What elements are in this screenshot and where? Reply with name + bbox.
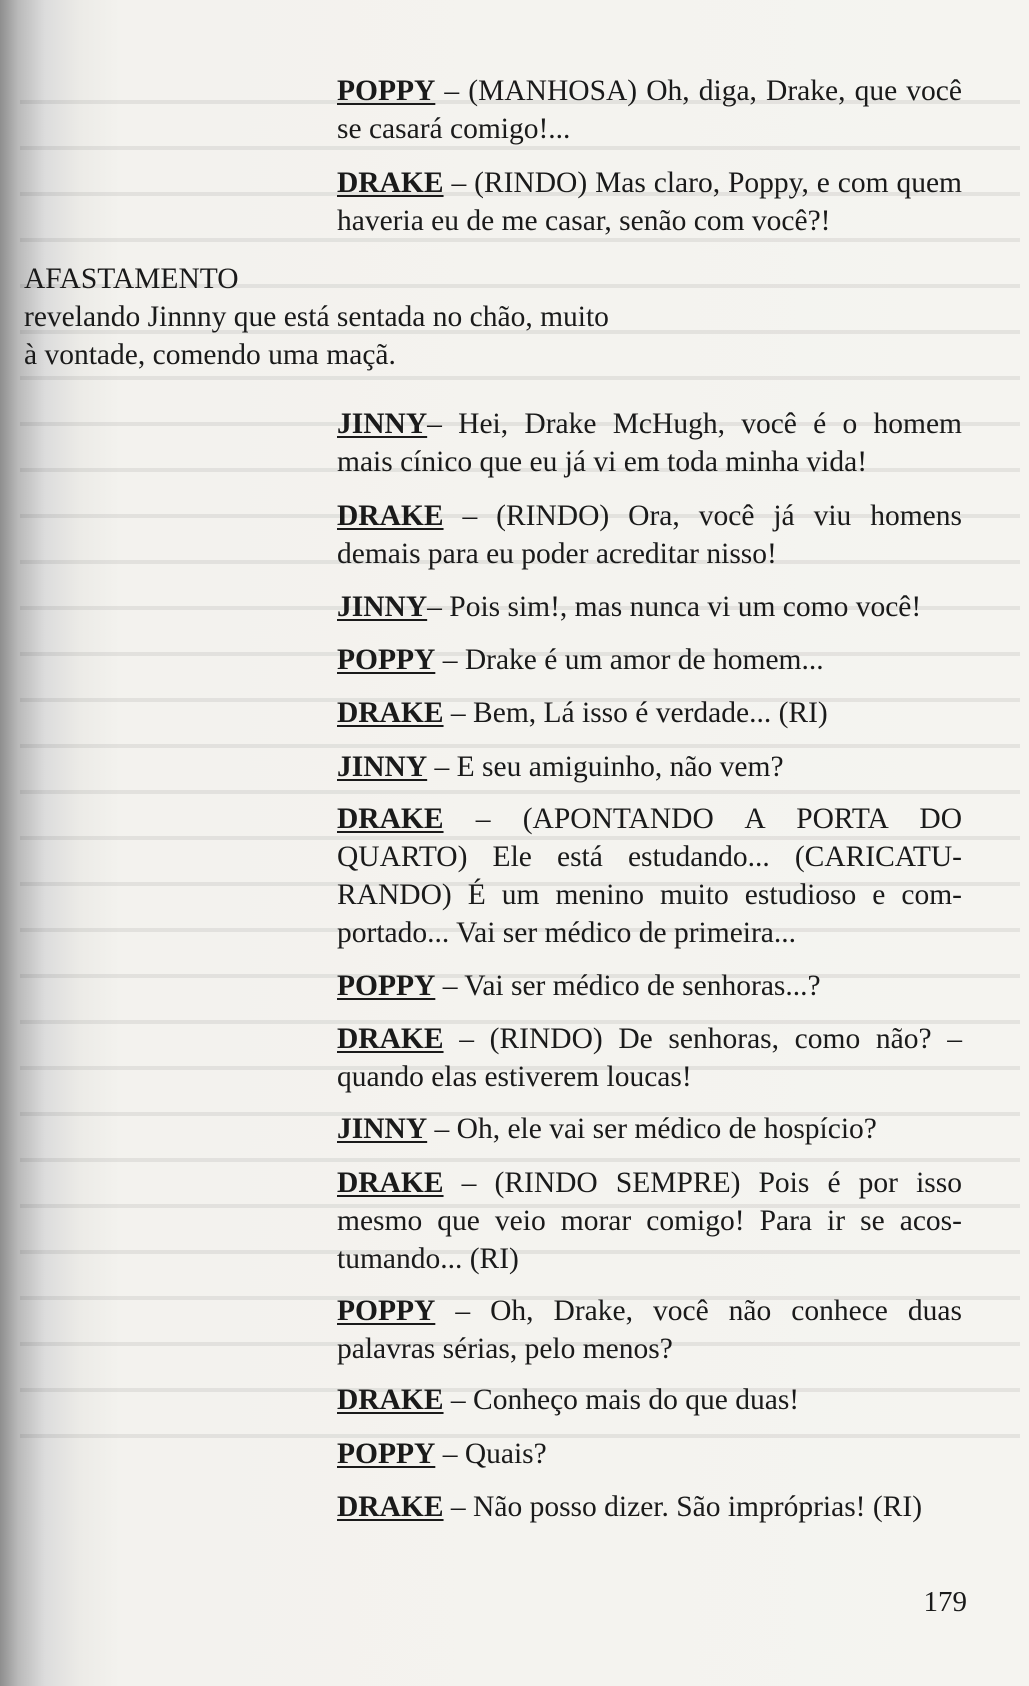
dialogue-text: – Oh, Drake, você não conhece duas palavras sérias, pelo menos? [337, 1295, 962, 1365]
dialogue-text: – Bem, Lá isso é verdade... (RI) [443, 697, 828, 729]
stage-heading: AFASTAMENTO [24, 263, 239, 295]
dialogue-line [337, 1381, 962, 1419]
speaker-name: DRAKE [337, 167, 444, 199]
speaker-name: POPPY [337, 1295, 436, 1327]
speaker-name: POPPY [337, 644, 436, 676]
dialogue-text: – Quais? [435, 1438, 547, 1470]
speaker-name: POPPY [337, 1438, 436, 1470]
speaker-name: JINNY [337, 591, 428, 623]
dialogue-line [337, 497, 962, 573]
dialogue-text: – E seu amiguinho, não vem? [427, 751, 784, 783]
dialogue-line [337, 1164, 962, 1278]
dialogue-text: – Oh, ele vai ser médico de hospício? [427, 1113, 877, 1145]
dialogue-text: – Drake é um amor de homem... [435, 644, 824, 676]
speaker-name: POPPY [337, 75, 436, 107]
speaker-name: DRAKE [337, 500, 444, 532]
speaker-name: DRAKE [337, 1384, 444, 1416]
dialogue-line [337, 694, 962, 732]
speaker-name: DRAKE [337, 1023, 444, 1055]
dialogue-line [337, 72, 962, 148]
dialogue-text: – Pois sim!, mas nunca vi um como você! [427, 591, 922, 623]
dialogue-text: – Não posso dizer. São impróprias! (RI) [443, 1491, 923, 1523]
dialogue-line [337, 164, 962, 240]
dialogue-line [337, 588, 962, 626]
page-number: 179 [923, 1586, 967, 1618]
speaker-name: JINNY [337, 751, 428, 783]
dialogue-line [337, 1488, 962, 1526]
dialogue-text: – (APONTANDO A PORTA DO QUARTO) Ele está estudando... (CARICATU-RANDO) É um menino muito estudioso e com-portado... Vai ser médico de primeira... [337, 803, 962, 949]
dialogue-text: – (RINDO SEMPRE) Pois é por isso mesmo que veio morar comigo! Para ir se acos-tumando... (RI) [337, 1167, 962, 1275]
stage-text: à vontade, comendo uma maçã. [24, 339, 396, 371]
dialogue-line [337, 748, 962, 786]
dialogue-text: – Hei, Drake McHugh, você é o homem mais cínico que eu já vi em toda minha vida! [337, 408, 962, 478]
dialogue-text: – (RINDO) De senhoras, como não? – quando elas estiverem loucas! [337, 1023, 962, 1093]
speaker-name: POPPY [337, 970, 436, 1002]
dialogue-line [337, 1292, 962, 1368]
speaker-name: DRAKE [337, 1491, 444, 1523]
dialogue-text: – (MANHOSA) Oh, diga, Drake, que você se casará comigo!... [337, 75, 962, 145]
stage-text: revelando Jinnny que está sentada no chão, muito [24, 301, 609, 333]
dialogue-line [337, 800, 962, 952]
dialogue-text: – Vai ser médico de senhoras...? [435, 970, 821, 1002]
dialogue-line [337, 1020, 962, 1096]
speaker-name: DRAKE [337, 803, 444, 835]
dialogue-text: – (RINDO) Mas claro, Poppy, e com quem haveria eu de me casar, senão com você?! [337, 167, 962, 237]
stage-direction [24, 260, 664, 374]
speaker-name: JINNY [337, 1113, 428, 1145]
dialogue-text: – Conheço mais do que duas! [443, 1384, 800, 1416]
dialogue-line [337, 641, 962, 679]
dialogue-line [337, 967, 962, 1005]
speaker-name: DRAKE [337, 697, 444, 729]
dialogue-line [337, 1110, 962, 1148]
speaker-name: JINNY [337, 408, 428, 440]
dialogue-line [337, 405, 962, 481]
dialogue-line [337, 1435, 962, 1473]
dialogue-text: – (RINDO) Ora, você já viu homens demais para eu poder acreditar nisso! [337, 500, 962, 570]
speaker-name: DRAKE [337, 1167, 444, 1199]
